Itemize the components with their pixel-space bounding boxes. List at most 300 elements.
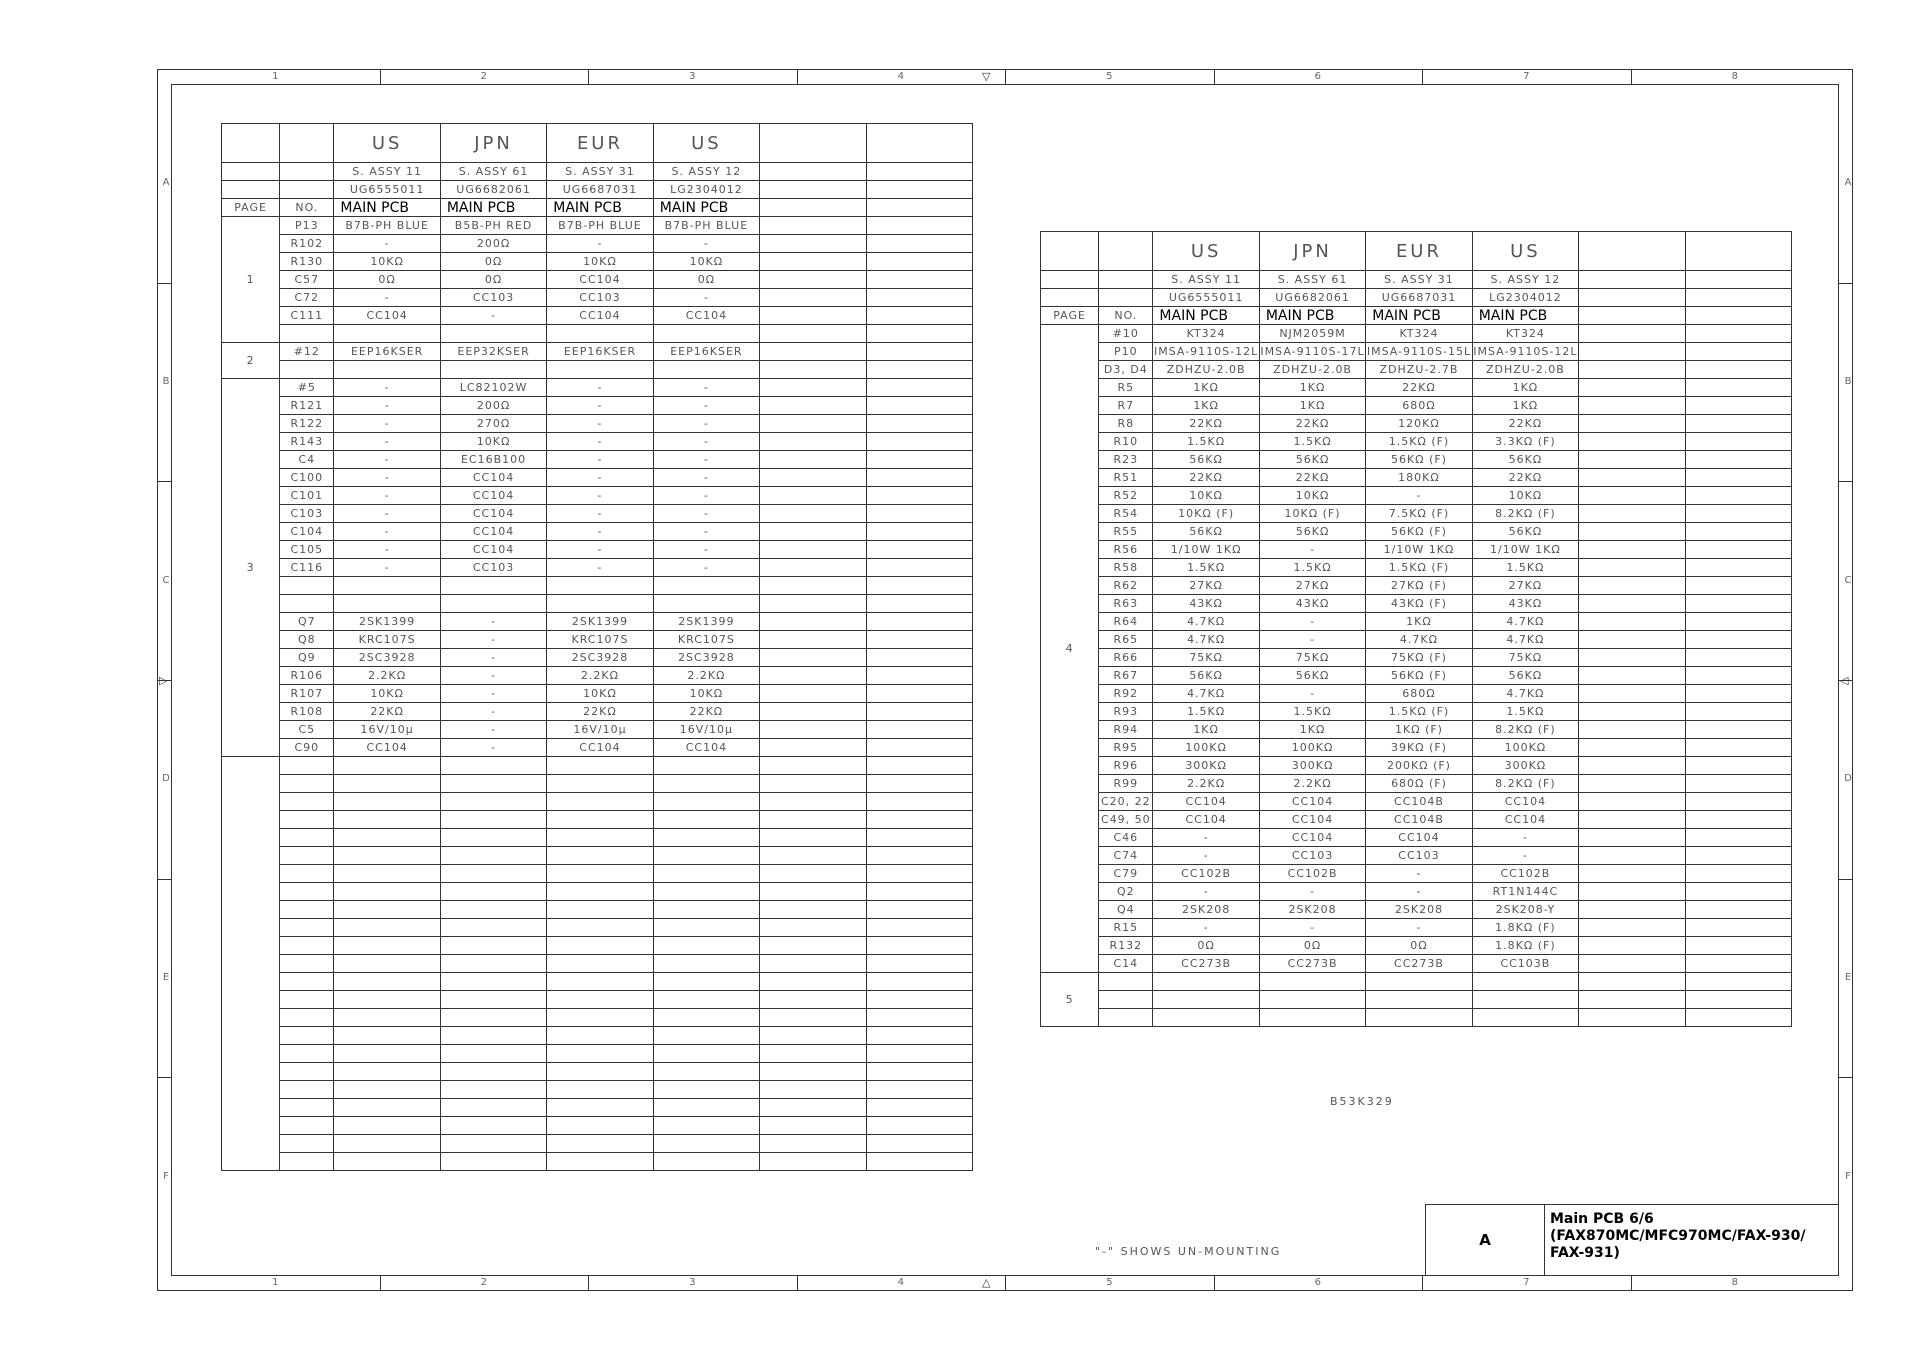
value-cell: 2.2KΩ — [1259, 775, 1365, 793]
ref-no-cell: C46 — [1099, 829, 1153, 847]
blank-cell — [760, 1063, 866, 1081]
column-divider-tick — [588, 69, 589, 84]
empty-row — [222, 1099, 973, 1117]
value-cell: 56KΩ — [1259, 451, 1365, 469]
value-cell: 180KΩ — [1366, 469, 1472, 487]
row-divider-tick — [157, 1077, 171, 1078]
value-cell: 680Ω — [1366, 397, 1472, 415]
blank-cell — [760, 937, 866, 955]
assy-header-cell: S. ASSY 12 — [1472, 271, 1578, 289]
table-row — [222, 289, 973, 307]
value-cell: 22KΩ — [1259, 469, 1365, 487]
blank-cell — [440, 1063, 546, 1081]
ref-no-cell: C101 — [280, 487, 334, 505]
blank-cell — [866, 163, 972, 181]
value-cell: EEP16KSER — [334, 343, 440, 361]
table-row — [1041, 649, 1792, 667]
blank-cell — [547, 1081, 653, 1099]
value-cell: 4.7KΩ — [1366, 631, 1472, 649]
ref-no-cell: C111 — [280, 307, 334, 325]
blank-cell — [280, 973, 334, 991]
blank-cell — [1685, 325, 1791, 343]
blank-cell — [334, 757, 440, 775]
unmounting-note: "-" SHOWS UN-MOUNTING — [1095, 1245, 1282, 1258]
value-cell: CC104 — [1472, 793, 1578, 811]
ref-no-cell: R143 — [280, 433, 334, 451]
value-cell — [547, 577, 653, 595]
countries-header-cell: US — [1472, 232, 1578, 271]
blank-cell — [334, 811, 440, 829]
value-cell: 10KΩ — [440, 433, 546, 451]
value-cell: 4.7KΩ — [1472, 685, 1578, 703]
value-cell: - — [334, 523, 440, 541]
blank-cell — [760, 901, 866, 919]
value-cell: 2.2KΩ — [1153, 775, 1259, 793]
column-label-top: 7 — [1523, 71, 1530, 82]
part_no-header-cell: LG2304012 — [653, 181, 759, 199]
blank-cell — [440, 1117, 546, 1135]
blank-cell — [760, 991, 866, 1009]
ref-no-cell: #10 — [1099, 325, 1153, 343]
blank-cell — [1685, 721, 1791, 739]
value-cell: 39KΩ (F) — [1366, 739, 1472, 757]
value-cell: 22KΩ — [653, 703, 759, 721]
blank-cell — [1685, 883, 1791, 901]
blank-cell — [440, 793, 546, 811]
blank-cell — [1685, 793, 1791, 811]
table-row — [1041, 757, 1792, 775]
blank-cell — [866, 199, 972, 217]
row-divider-tick — [1839, 283, 1853, 284]
ref-no-cell: R122 — [280, 415, 334, 433]
ref-no-cell — [280, 361, 334, 379]
table-row — [1041, 793, 1792, 811]
blank-cell — [1685, 271, 1791, 289]
blank-cell — [1579, 667, 1685, 685]
blank-cell — [1685, 559, 1791, 577]
table-row — [222, 397, 973, 415]
blank-cell — [280, 865, 334, 883]
value-cell: 8.2KΩ (F) — [1472, 775, 1578, 793]
countries-header-cell: EUR — [1366, 232, 1472, 271]
blank-cell — [866, 667, 972, 685]
blank-cell — [280, 1045, 334, 1063]
blank-cell — [280, 1009, 334, 1027]
blank-cell — [866, 541, 972, 559]
table-row — [1041, 901, 1792, 919]
blank-cell — [334, 973, 440, 991]
column-label-bottom: 2 — [480, 1277, 487, 1288]
blank-cell — [760, 181, 866, 199]
ref-no-cell: Q7 — [280, 613, 334, 631]
blank-cell — [1579, 325, 1685, 343]
value-cell — [1153, 1009, 1259, 1027]
blank-cell — [653, 1045, 759, 1063]
table-row — [222, 595, 973, 613]
blank-cell — [1579, 361, 1685, 379]
blank-cell — [440, 811, 546, 829]
blank-cell — [280, 775, 334, 793]
value-cell: - — [334, 451, 440, 469]
blank-cell — [760, 1117, 866, 1135]
blank-cell — [760, 469, 866, 487]
blank-cell — [334, 991, 440, 1009]
ref-no-cell: R96 — [1099, 757, 1153, 775]
blank-cell — [1579, 685, 1685, 703]
value-cell: 7.5KΩ (F) — [1366, 505, 1472, 523]
blank-cell — [1579, 901, 1685, 919]
empty-row — [222, 955, 973, 973]
value-cell: 2.2KΩ — [653, 667, 759, 685]
table-row — [222, 541, 973, 559]
table-row — [222, 325, 973, 343]
blank-cell — [760, 433, 866, 451]
blank-cell — [866, 217, 972, 235]
value-cell: 2SK208-Y — [1472, 901, 1578, 919]
ref-no-cell: #5 — [280, 379, 334, 397]
value-cell: IMSA-9110S-12L — [1153, 343, 1259, 361]
blank-cell — [760, 505, 866, 523]
blank-cell — [334, 865, 440, 883]
value-cell: - — [1366, 865, 1472, 883]
value-cell: 27KΩ — [1259, 577, 1365, 595]
top-center-marker: ▽ — [982, 70, 991, 83]
table-row — [222, 343, 973, 361]
value-cell: - — [1259, 919, 1365, 937]
value-cell — [653, 577, 759, 595]
blank-cell — [547, 883, 653, 901]
table-row — [1041, 523, 1792, 541]
blank-cell — [547, 811, 653, 829]
blank-cell — [866, 757, 972, 775]
empty-row — [222, 1045, 973, 1063]
value-cell: - — [440, 739, 546, 757]
blank-cell — [653, 919, 759, 937]
board-header-cell: MAIN PCB — [1366, 307, 1472, 325]
blank-cell — [866, 289, 972, 307]
blank-cell — [760, 235, 866, 253]
blank-cell — [280, 1099, 334, 1117]
value-cell: 10KΩ — [1259, 487, 1365, 505]
blank-cell — [653, 1081, 759, 1099]
blank-cell — [1685, 685, 1791, 703]
value-cell: 0Ω — [1259, 937, 1365, 955]
ref-no-cell: R51 — [1099, 469, 1153, 487]
blank-cell — [1099, 289, 1153, 307]
blank-cell — [760, 649, 866, 667]
table-row — [1041, 361, 1792, 379]
value-cell — [653, 325, 759, 343]
blank-cell — [440, 847, 546, 865]
value-cell: 10KΩ (F) — [1153, 505, 1259, 523]
blank-cell — [1579, 919, 1685, 937]
column-label-top: 6 — [1314, 71, 1321, 82]
ref-no-cell: C20, 22 — [1099, 793, 1153, 811]
column-label-top: 3 — [689, 71, 696, 82]
empty-row — [222, 937, 973, 955]
blank-cell — [760, 1081, 866, 1099]
value-cell: 10KΩ — [547, 253, 653, 271]
table-row — [1041, 631, 1792, 649]
empty-row — [222, 1153, 973, 1171]
blank-cell — [760, 361, 866, 379]
value-cell: CC103 — [1366, 847, 1472, 865]
page-header-cell: PAGE — [222, 199, 280, 217]
value-cell: 56KΩ — [1153, 523, 1259, 541]
blank-cell — [653, 1153, 759, 1171]
value-cell: 10KΩ — [547, 685, 653, 703]
value-cell: 300KΩ — [1472, 757, 1578, 775]
no-header-cell: NO. — [280, 199, 334, 217]
ref-no-cell: R10 — [1099, 433, 1153, 451]
column-divider-tick — [797, 1276, 798, 1291]
value-cell: IMSA-9110S-17L — [1259, 343, 1365, 361]
models-line-1: (FAX870MC/MFC970MC/FAX-930/ — [1550, 1228, 1806, 1244]
blank-cell — [1685, 811, 1791, 829]
ref-no-cell: R52 — [1099, 487, 1153, 505]
value-cell: 1.8KΩ (F) — [1472, 937, 1578, 955]
row-label-right: F — [1845, 1170, 1851, 1182]
value-cell: IMSA-9110S-15L — [1366, 343, 1472, 361]
blank-cell — [760, 739, 866, 757]
value-cell: CC102B — [1259, 865, 1365, 883]
row-label-right: A — [1844, 177, 1852, 189]
blank-cell — [334, 1135, 440, 1153]
value-cell: - — [653, 397, 759, 415]
ref-no-cell: C4 — [280, 451, 334, 469]
table-row — [222, 307, 973, 325]
left-side-marker: ▷ — [159, 674, 168, 687]
value-cell: - — [653, 541, 759, 559]
blank-cell — [866, 703, 972, 721]
blank-cell — [280, 883, 334, 901]
value-cell — [1259, 991, 1365, 1009]
value-cell — [1259, 1009, 1365, 1027]
blank-cell — [760, 199, 866, 217]
blank-cell — [1685, 757, 1791, 775]
value-cell: 1KΩ — [1153, 397, 1259, 415]
value-cell: 1.5KΩ — [1153, 559, 1259, 577]
table-row — [222, 577, 973, 595]
value-cell: 0Ω — [1366, 937, 1472, 955]
value-cell: 4.7KΩ — [1153, 685, 1259, 703]
blank-cell — [653, 1135, 759, 1153]
value-cell: - — [334, 235, 440, 253]
value-cell — [1472, 1009, 1578, 1027]
value-cell: 2SK208 — [1366, 901, 1472, 919]
ref-no-cell: C100 — [280, 469, 334, 487]
value-cell: 680Ω (F) — [1366, 775, 1472, 793]
value-cell: - — [1472, 829, 1578, 847]
blank-cell — [760, 487, 866, 505]
table-row — [222, 613, 973, 631]
value-cell: 300KΩ — [1259, 757, 1365, 775]
countries-header-cell: US — [334, 124, 440, 163]
value-cell: - — [547, 541, 653, 559]
blank-cell — [760, 829, 866, 847]
blank-cell — [1685, 1009, 1791, 1027]
blank-cell — [866, 901, 972, 919]
blank-cell — [1685, 505, 1791, 523]
value-cell: - — [547, 397, 653, 415]
value-cell — [1153, 973, 1259, 991]
value-cell: 2.2KΩ — [547, 667, 653, 685]
blank-cell — [866, 847, 972, 865]
ref-no-cell: R99 — [1099, 775, 1153, 793]
value-cell: 2SK208 — [1259, 901, 1365, 919]
value-cell: CC104 — [334, 307, 440, 325]
value-cell: 1.5KΩ — [1153, 703, 1259, 721]
value-cell: 56KΩ — [1472, 667, 1578, 685]
ref-no-cell: C105 — [280, 541, 334, 559]
table-row — [1041, 991, 1792, 1009]
blank-cell — [653, 973, 759, 991]
blank-cell — [547, 793, 653, 811]
blank-cell — [866, 955, 972, 973]
blank-cell — [1685, 865, 1791, 883]
blank-cell — [866, 523, 972, 541]
value-cell: - — [440, 667, 546, 685]
blank-cell — [1579, 487, 1685, 505]
value-cell: - — [440, 307, 546, 325]
value-cell: 8.2KΩ (F) — [1472, 721, 1578, 739]
blank-cell — [866, 1117, 972, 1135]
ref-no-cell: R121 — [280, 397, 334, 415]
blank-cell — [1579, 829, 1685, 847]
blank-cell — [440, 1009, 546, 1027]
value-cell: 2SC3928 — [547, 649, 653, 667]
blank-cell — [334, 775, 440, 793]
blank-cell — [760, 253, 866, 271]
empty-row — [222, 1081, 973, 1099]
blank-cell — [1579, 991, 1685, 1009]
blank-cell — [1579, 397, 1685, 415]
blank-cell — [1685, 469, 1791, 487]
row-divider-tick — [1839, 481, 1853, 482]
ref-no-cell: Q8 — [280, 631, 334, 649]
ref-no-cell: C49, 50 — [1099, 811, 1153, 829]
value-cell: CC103 — [440, 559, 546, 577]
row-label-left: E — [162, 972, 170, 983]
blank-cell — [280, 1063, 334, 1081]
value-cell — [1366, 1009, 1472, 1027]
ref-no-cell: P10 — [1099, 343, 1153, 361]
value-cell: - — [440, 631, 546, 649]
table-row — [222, 469, 973, 487]
value-cell: 43KΩ — [1153, 595, 1259, 613]
value-cell: - — [547, 559, 653, 577]
row-divider-tick — [157, 481, 171, 482]
blank-cell — [866, 793, 972, 811]
table-row — [1041, 847, 1792, 865]
value-cell: 1.5KΩ — [1153, 433, 1259, 451]
part_no-header-cell: UG6555011 — [1153, 289, 1259, 307]
blank-cell — [653, 793, 759, 811]
column-label-bottom: 6 — [1314, 1277, 1321, 1288]
value-cell: CC104 — [440, 505, 546, 523]
blank-cell — [280, 1135, 334, 1153]
value-cell: IMSA-9110S-12L — [1472, 343, 1578, 361]
ref-no-cell: R108 — [280, 703, 334, 721]
assy-header-cell: S. ASSY 12 — [653, 163, 759, 181]
part_no-header-cell: LG2304012 — [1472, 289, 1578, 307]
blank-cell — [440, 829, 546, 847]
blank-cell — [1685, 847, 1791, 865]
value-cell: 1KΩ — [1153, 721, 1259, 739]
value-cell: - — [334, 397, 440, 415]
value-cell: 300KΩ — [1153, 757, 1259, 775]
value-cell — [334, 595, 440, 613]
blank-cell — [547, 919, 653, 937]
value-cell: - — [334, 559, 440, 577]
value-cell: CC273B — [1366, 955, 1472, 973]
value-cell: - — [334, 433, 440, 451]
value-cell: CC104 — [1472, 811, 1578, 829]
empty-row — [222, 811, 973, 829]
value-cell: 56KΩ — [1259, 523, 1365, 541]
column-label-top: 1 — [272, 71, 279, 82]
blank-cell — [866, 1027, 972, 1045]
page-header-cell: PAGE — [1041, 307, 1099, 325]
ref-no-cell — [280, 595, 334, 613]
page-number-cell: 3 — [222, 379, 280, 757]
blank-cell — [1685, 397, 1791, 415]
countries-header-cell: EUR — [547, 124, 653, 163]
value-cell: 43KΩ — [1259, 595, 1365, 613]
blank-cell — [760, 1099, 866, 1117]
value-cell — [547, 325, 653, 343]
value-cell: LC82102W — [440, 379, 546, 397]
blank-cell — [280, 847, 334, 865]
blank-cell — [334, 793, 440, 811]
column-divider-tick — [588, 1276, 589, 1291]
blank-cell — [866, 325, 972, 343]
row-label-right: B — [1844, 376, 1852, 387]
right-bom-table — [1040, 231, 1792, 1027]
blank-cell — [334, 919, 440, 937]
value-cell: 10KΩ — [1472, 487, 1578, 505]
blank-cell — [866, 1099, 972, 1117]
blank-cell — [1685, 991, 1791, 1009]
ref-no-cell: #12 — [280, 343, 334, 361]
blank-cell — [547, 1117, 653, 1135]
table-row — [1041, 721, 1792, 739]
table-row — [1041, 919, 1792, 937]
blank-cell — [334, 955, 440, 973]
blank-cell — [760, 1045, 866, 1063]
value-cell: CC104 — [1153, 793, 1259, 811]
table-row — [1041, 487, 1792, 505]
blank-cell — [866, 559, 972, 577]
ref-no-cell — [280, 325, 334, 343]
value-cell: 1KΩ — [1259, 397, 1365, 415]
blank-cell — [1579, 721, 1685, 739]
table-row — [222, 703, 973, 721]
empty-row — [222, 1117, 973, 1135]
board-header-cell: MAIN PCB — [1153, 307, 1259, 325]
ref-no-cell: R93 — [1099, 703, 1153, 721]
blank-cell — [1579, 703, 1685, 721]
blank-cell — [760, 577, 866, 595]
value-cell: - — [334, 469, 440, 487]
value-cell: - — [547, 433, 653, 451]
board-header-cell: MAIN PCB — [653, 199, 759, 217]
blank-cell — [653, 937, 759, 955]
blank-cell — [280, 829, 334, 847]
blank-cell — [1685, 523, 1791, 541]
value-cell: 1/10W 1KΩ — [1472, 541, 1578, 559]
value-cell: CC103 — [440, 289, 546, 307]
